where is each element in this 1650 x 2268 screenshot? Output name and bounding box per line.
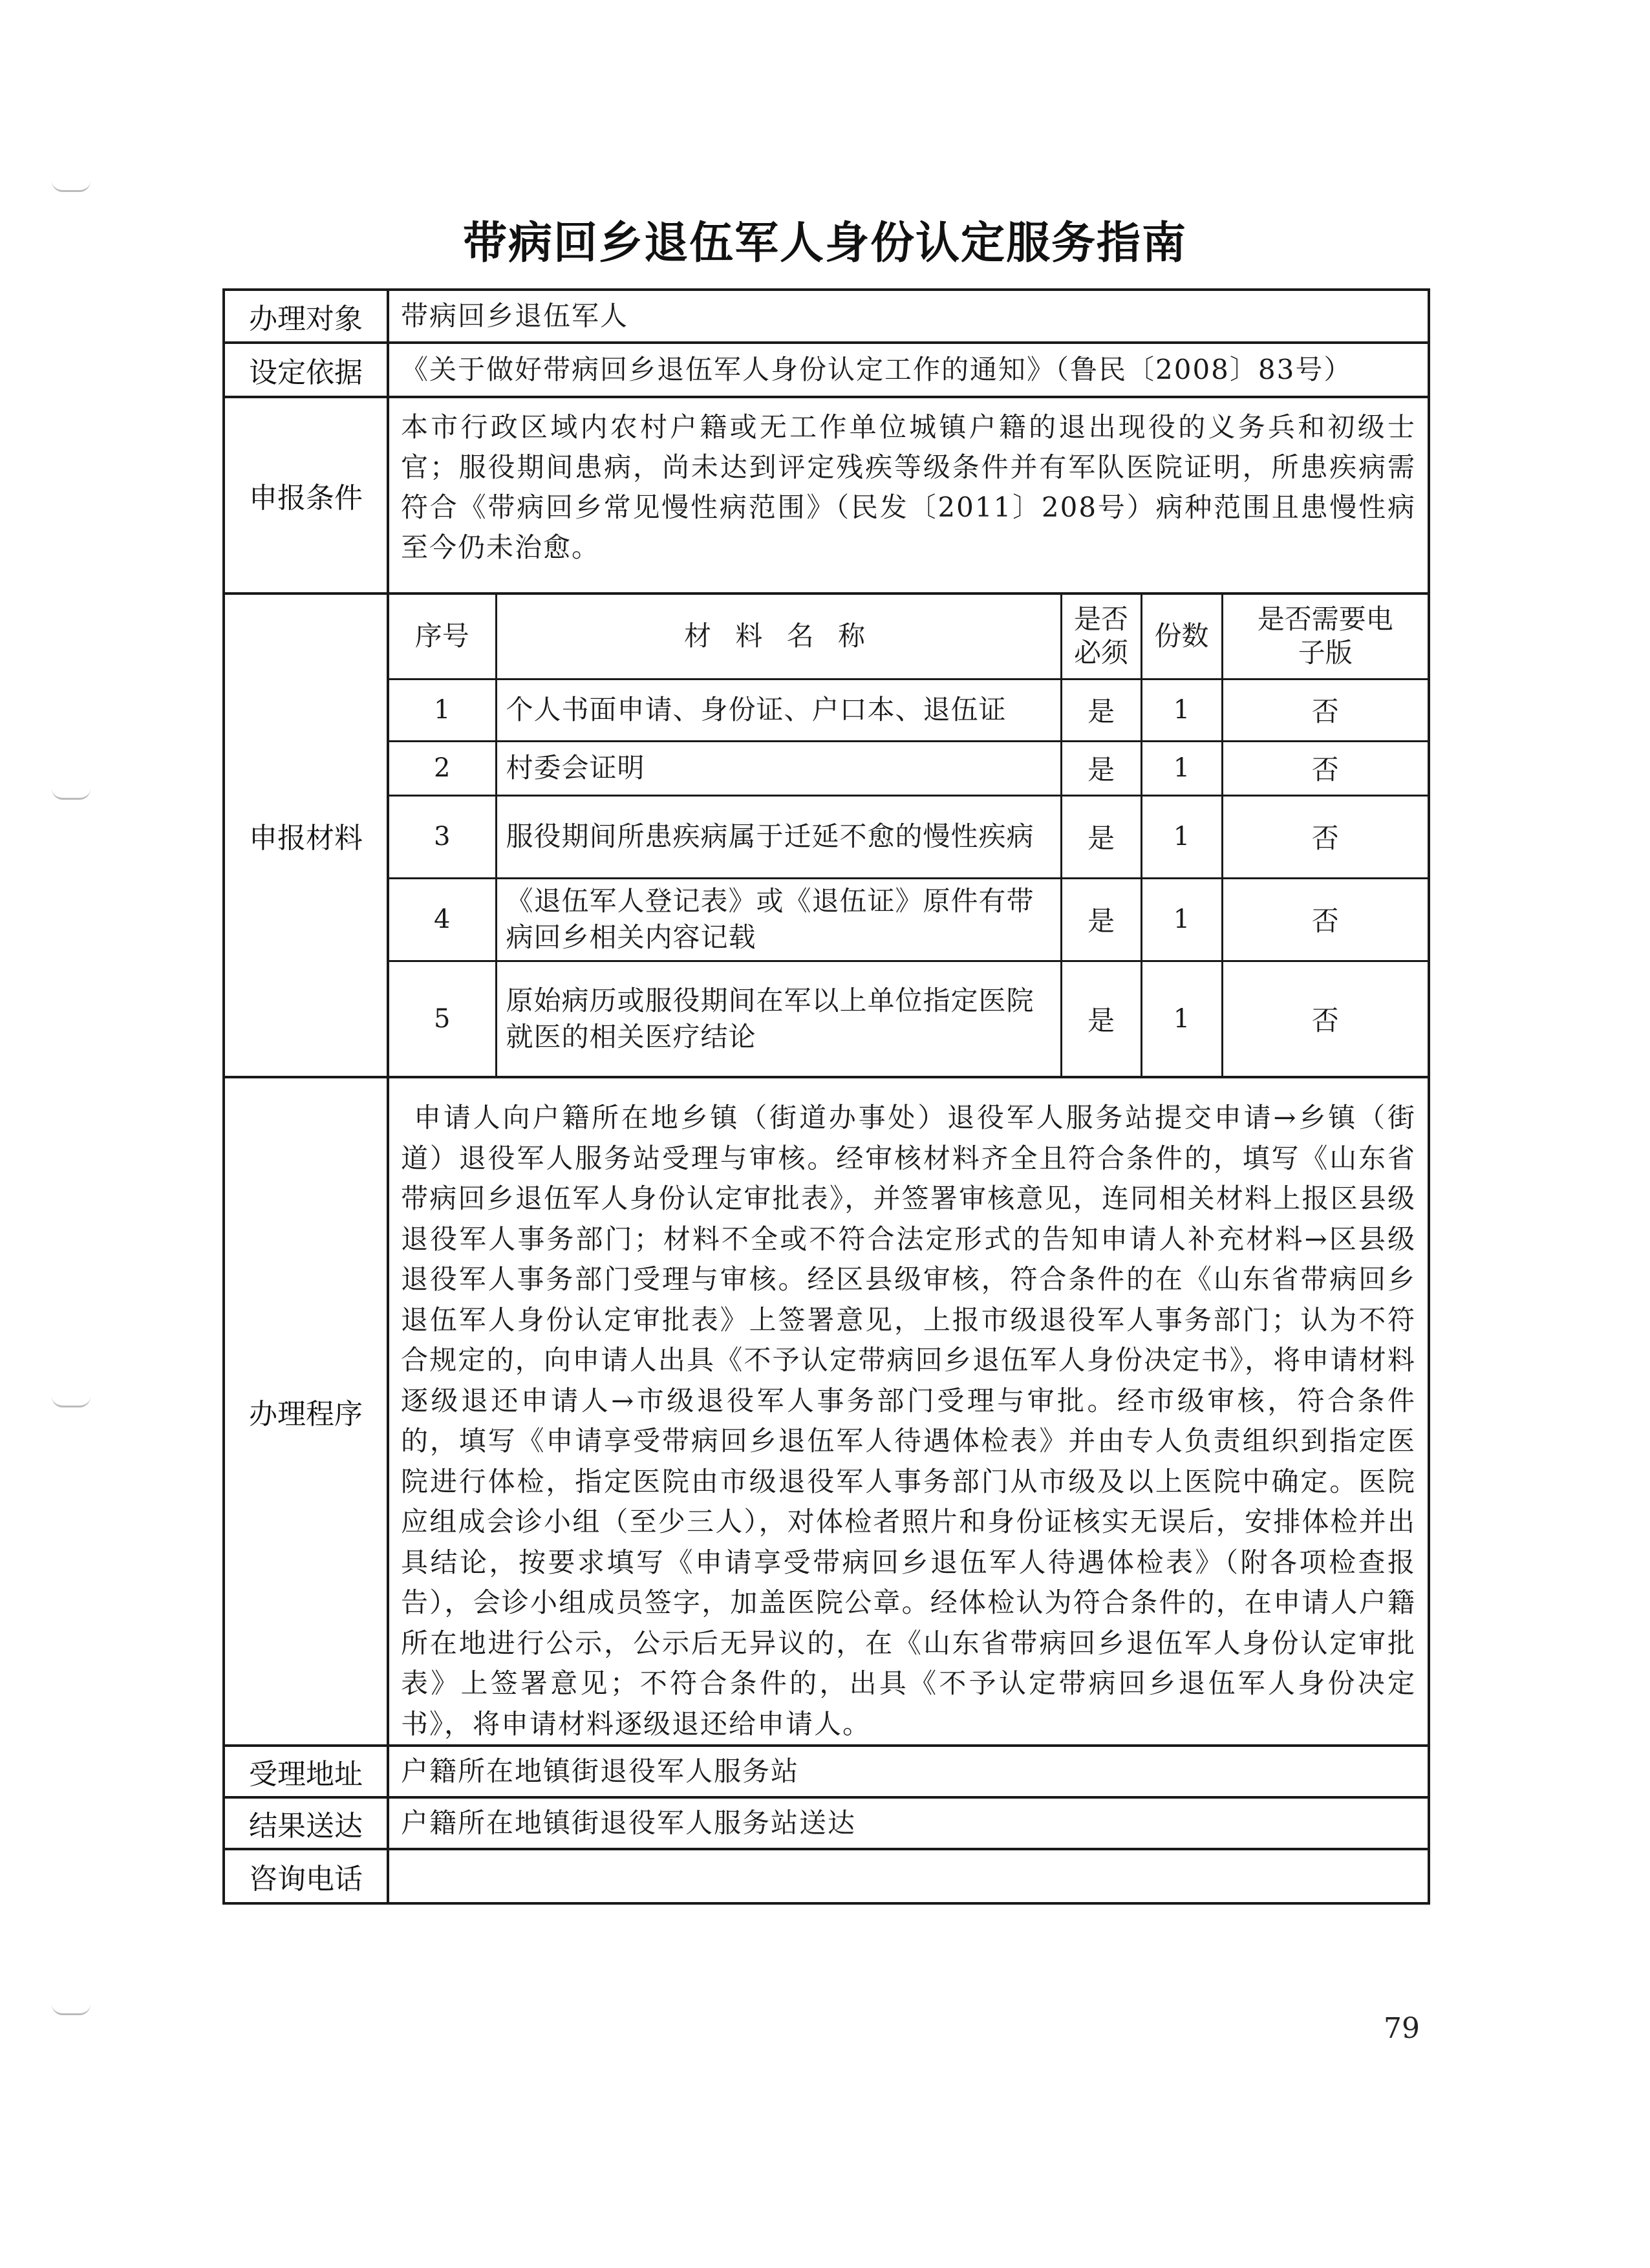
row-target [224, 290, 1429, 343]
header-name: 材 料 名 称 [496, 595, 1061, 679]
page-title: 带病回乡退伍军人身份认定服务指南 [462, 217, 1187, 269]
item-required: 是 [1061, 961, 1141, 1076]
item-name: 村委会证明 [496, 741, 1061, 795]
item-required: 是 [1061, 878, 1141, 961]
header-electronic: 是否需要电子版 [1222, 595, 1428, 679]
value-basis: 《关于做好带病回乡退伍军人身份认定工作的通知》（鲁民〔2008〕83号） [388, 343, 1429, 397]
item-required: 是 [1061, 679, 1141, 741]
table-row [389, 878, 1428, 961]
item-no: 5 [389, 961, 496, 1076]
row-basis [224, 343, 1429, 397]
row-address [224, 1746, 1429, 1797]
row-conditions [224, 397, 1429, 594]
item-electronic: 否 [1222, 741, 1428, 795]
item-electronic: 否 [1222, 878, 1428, 961]
item-no: 4 [389, 878, 496, 961]
item-name: 《退伍军人登记表》或《退伍证》原件有带病回乡相关内容记载 [496, 878, 1061, 961]
item-copies: 1 [1141, 795, 1222, 878]
value-procedure: 申请人向户籍所在地乡镇（街道办事处）退役军人服务站提交申请→乡镇（街道）退役军人服务站受理与审核。经审核材料齐全且符合条件的，填写《山东省带病回乡退伍军人身份认定审批表》，并签署审核意见，连同相关材料上报区县级退役军人事务部门；材料不全或不符合法定形式的告知申请人补充材料→区县级退役军人事务部门受理与审核。经区县级审核，符合条件的在《山东省带病回乡退伍军人身份认定审批表》上签署意见，上报市级退役军人事务部门；认为不符合规定的，向申请人出具《不予认定带病回乡退伍军人身份决定书》，将申请材料逐级退还申请人→市级退役军人事务部门受理与审批。经市级审核，符合条件的，填写《申请享受带病回乡退伍军人待遇体检表》并由专人负责组织到指定医院进行体检，指定医院由市级退役军人事务部门从市级及以上医院中确定。医院应组成会诊小组（至少三人），对体检者照片和身份证核实无误后，安排体检并出具结论，按要求填写《申请享受带病回乡退伍军人待遇体检表》（附各项检查报告），会诊小组成员签字，加盖医院公章。经体检认为符合条件的，在申请人户籍所在地进行公示，公示后无异议的，在《山东省带病回乡退伍军人身份认定审批表》上签署意见；不符合条件的，出具《不予认定带病回乡退伍军人身份决定书》，将申请材料逐级退还给申请人。 [388, 1077, 1429, 1746]
item-no: 3 [389, 795, 496, 878]
item-electronic: 否 [1222, 961, 1428, 1076]
item-required: 是 [1061, 741, 1141, 795]
item-name: 个人书面申请、身份证、户口本、退伍证 [496, 679, 1061, 741]
item-copies: 1 [1141, 741, 1222, 795]
row-procedure [224, 1077, 1429, 1746]
item-required: 是 [1061, 795, 1141, 878]
item-copies: 1 [1141, 961, 1222, 1076]
materials-header-row [389, 595, 1428, 679]
value-address: 户籍所在地镇街退役军人服务站 [388, 1746, 1429, 1797]
header-copies: 份数 [1141, 595, 1222, 679]
label-address: 受理地址 [224, 1746, 388, 1797]
label-target: 办理对象 [224, 290, 388, 343]
value-target: 带病回乡退伍军人 [388, 290, 1429, 343]
item-copies: 1 [1141, 878, 1222, 961]
item-no: 1 [389, 679, 496, 741]
table-row [389, 741, 1428, 795]
label-phone: 咨询电话 [224, 1849, 388, 1903]
row-materials [224, 594, 1429, 1077]
item-name: 原始病历或服役期间在军以上单位指定医院就医的相关医疗结论 [496, 961, 1061, 1076]
item-electronic: 否 [1222, 679, 1428, 741]
label-materials: 申报材料 [224, 594, 388, 1077]
header-required: 是否必须 [1061, 595, 1141, 679]
label-conditions: 申报条件 [224, 397, 388, 594]
item-no: 2 [389, 741, 496, 795]
item-name: 服役期间所患疾病属于迁延不愈的慢性疾病 [496, 795, 1061, 878]
materials-table [389, 595, 1428, 1076]
value-conditions: 本市行政区域内农村户籍或无工作单位城镇户籍的退出现役的义务兵和初级士官；服役期间患病，尚未达到评定残疾等级条件并有军队医院证明，所患疾病需符合《带病回乡常见慢性病范围》（民发〔2011〕208号）病种范围且患慢性病至今仍未治愈。 [388, 397, 1429, 594]
item-copies: 1 [1141, 679, 1222, 741]
table-row [389, 795, 1428, 878]
table-row [389, 961, 1428, 1076]
table-row [389, 679, 1428, 741]
item-electronic: 否 [1222, 795, 1428, 878]
label-basis: 设定依据 [224, 343, 388, 397]
label-procedure: 办理程序 [224, 1077, 388, 1746]
value-phone [388, 1849, 1429, 1903]
value-delivery: 户籍所在地镇街退役军人服务站送达 [388, 1797, 1429, 1849]
label-delivery: 结果送达 [224, 1797, 388, 1849]
header-no: 序号 [389, 595, 496, 679]
row-delivery [224, 1797, 1429, 1849]
page-number: 79 [1384, 2012, 1420, 2045]
row-phone [224, 1849, 1429, 1903]
service-guide-table [222, 288, 1430, 1905]
